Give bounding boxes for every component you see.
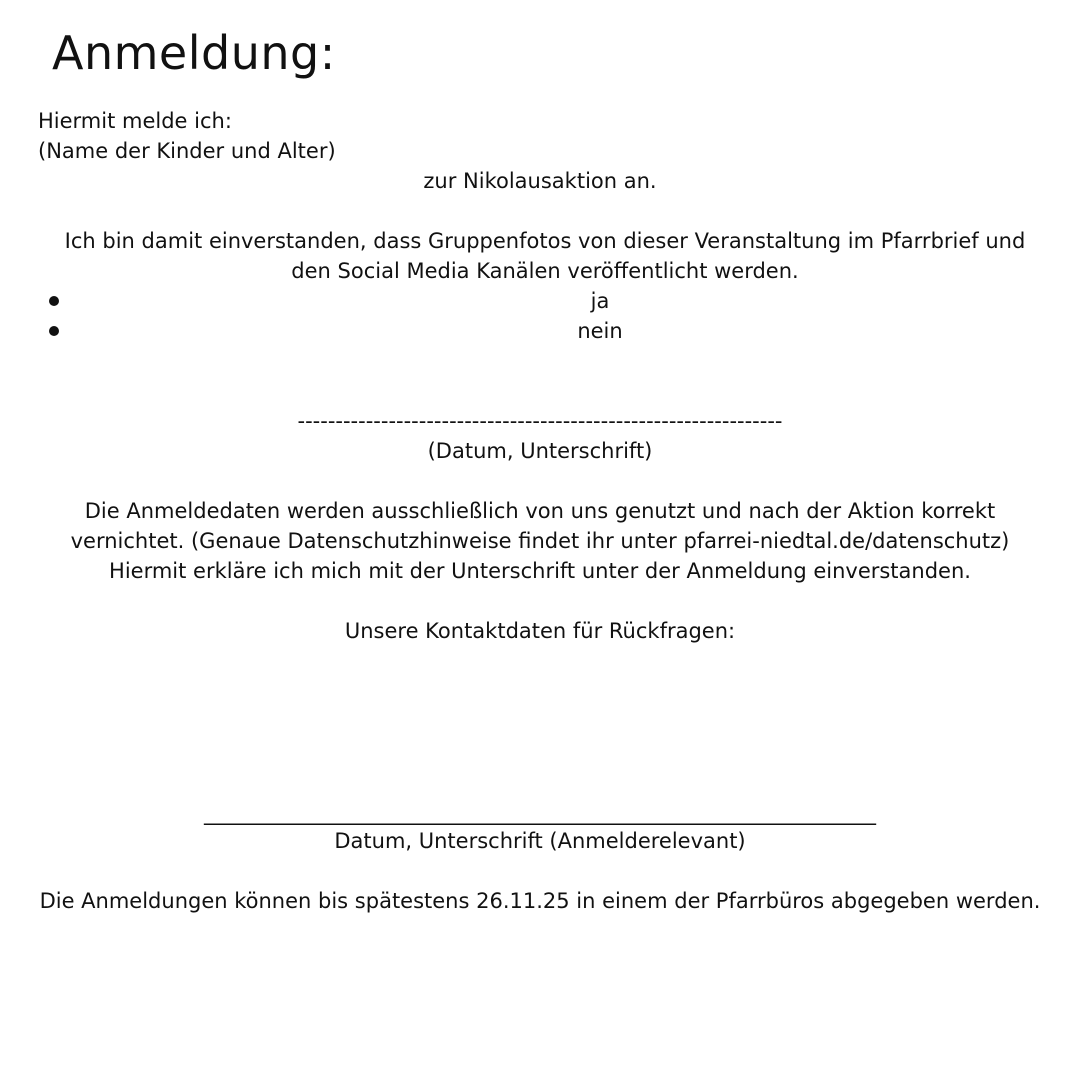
intro-line-1: Hiermit melde ich:: [38, 109, 232, 133]
consent-line-1: Ich bin damit einverstanden, dass Gruppenfotos von dieser Veranstaltung im Pfarrbrief und: [64, 229, 1026, 253]
intro-line-3: zur Nikolausaktion an.: [423, 169, 657, 193]
bullet-icon: [49, 296, 59, 306]
bullet-icon: [49, 326, 59, 336]
page-title: Anmeldung:: [52, 26, 336, 80]
consent-option-yes: ja: [590, 289, 610, 313]
deadline-note: Die Anmeldungen können bis spätestens 26.11.25 in einem der Pfarrbüros abgegeben werden.: [39, 889, 1041, 913]
privacy-line-1: Die Anmeldedaten werden ausschließlich von uns genutzt und nach der Aktion korrekt: [84, 499, 996, 523]
signature-line-1: ----------------------------------------------------------------: [297, 409, 783, 433]
contact-label: Unsere Kontaktdaten für Rückfragen:: [344, 619, 736, 643]
privacy-line-2: vernichtet. (Genaue Datenschutzhinweise findet ihr unter pfarrei-niedtal.de/datenschutz): [70, 529, 1010, 553]
intro-line-2: (Name der Kinder und Alter): [38, 139, 336, 163]
signature-label-1: (Datum, Unterschrift): [427, 439, 653, 463]
signature-line-2: ________________________________________________________________: [204, 801, 876, 825]
consent-line-2: den Social Media Kanälen veröffentlicht werden.: [291, 259, 799, 283]
consent-option-no: nein: [577, 319, 623, 343]
signature-label-2: Datum, Unterschrift (Anmelderelevant): [334, 829, 746, 853]
privacy-line-3: Hiermit erkläre ich mich mit der Unterschrift unter der Anmeldung einverstanden.: [109, 559, 971, 583]
